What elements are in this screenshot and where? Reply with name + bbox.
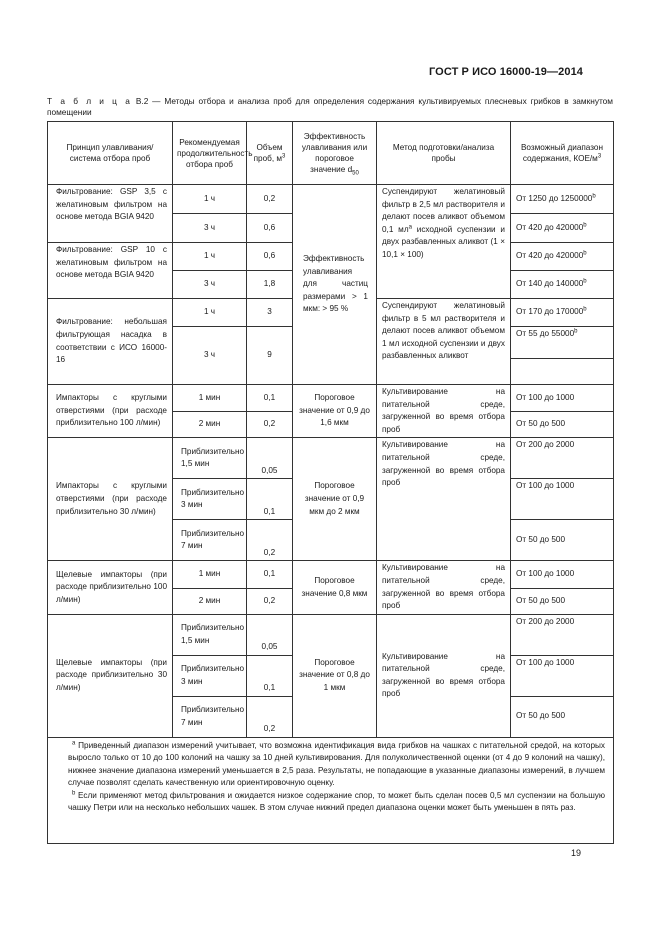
duration-cell: 3 ч xyxy=(173,327,247,385)
volume-cell: 9 xyxy=(247,327,293,385)
range-cell: От 1250 до 1250000$^b$ xyxy=(511,185,614,214)
range-cell: От 200 до 2000 xyxy=(511,614,614,655)
duration-cell: Приблизительно 1,5 мин xyxy=(173,438,247,479)
volume-cell: 0,1 xyxy=(247,561,293,588)
efficiency-cell: Пороговое значение 0,8 мкм xyxy=(293,561,377,614)
volume-cell: 0,6 xyxy=(247,214,293,243)
table-row xyxy=(48,185,614,214)
method-cell: Культивирование на питательной среде, загруженной во время отбора проб xyxy=(377,438,511,561)
efficiency-cell: Пороговое значение от 0,9 мкм до 2 мкм xyxy=(293,438,377,561)
range-cell: От 50 до 500 xyxy=(511,412,614,438)
range-cell: От 420 до 420000$^b$ xyxy=(511,243,614,271)
table-row xyxy=(48,385,614,412)
range-cell: От 100 до 1000 xyxy=(511,479,614,520)
duration-cell: Приблизительно 7 мин xyxy=(173,520,247,561)
volume-cell: 3 xyxy=(247,299,293,327)
volume-cell: 0,2 xyxy=(247,520,293,561)
range-cell: От 420 до 420000$^b$ xyxy=(511,214,614,243)
footnote-a: $^a$ Приведенный диапазон измерений учитывает, что возможна идентификация вида грибков на чашках с питательной средой, на которых выросло только от 10 до 100 колоний на чашку за 10 дней культивирования. Для полуколичественной оценки (от 4 до 9 колоний на чашку), нижнее значение диапазона измерений уменьшается в 2,5 раза. Результаты, не попадающие в указанные диапазоны измерений, в лучшем случае позволят сделать качественную или ориентировочную оценку. xyxy=(68,740,605,788)
duration-cell: Приблизительно 7 мин xyxy=(173,696,247,737)
table-caption-text: В.2 — Методы отбора и анализа проб для определения содержания культивируемых плесневых грибков в замкнутом помещении xyxy=(47,96,613,117)
volume-cell: 0,1 xyxy=(247,655,293,696)
col-principle-header: Принцип улавливания/система отбора проб xyxy=(48,122,173,185)
col-duration-header: Рекомендуемая продолжительность отбора проб xyxy=(173,122,247,185)
method-cell: Культивирование на питательной среде, загруженной во время отбора проб xyxy=(377,385,511,438)
principle-cell: Фильтрование: небольшая фильтрующая насадка в соответствии с ИСО 16000-16 xyxy=(48,299,173,385)
table-row xyxy=(48,438,614,479)
footnote-b: $^b$ Если применяют метод фильтрования и ожидается низкое содержание спор, то может быть сделан посев 0,5 мл суспензии на большую чашку Петри или на несколько небольших чашек. В этом случае нижний предел диапазона оценки может быть уменьшен в пять раз. xyxy=(68,790,605,813)
range-cell: От 170 до 170000$^b$ xyxy=(511,299,614,327)
efficiency-cell: Пороговое значение от 0,8 до 1 мкм xyxy=(293,614,377,737)
volume-cell: 0,2 xyxy=(247,588,293,614)
duration-cell: 1 мин xyxy=(173,385,247,412)
range-cell: От 55 до 55000$^b$ xyxy=(511,327,614,359)
duration-cell: 1 ч xyxy=(173,243,247,271)
table-caption xyxy=(47,96,613,118)
duration-cell: 2 мин xyxy=(173,588,247,614)
table-row xyxy=(48,561,614,588)
document-header: ГОСТ Р ИСО 16000-19—2014 xyxy=(428,66,583,78)
duration-cell: 1 ч xyxy=(173,299,247,327)
principle-cell: Щелевые импакторы (при расходе приблизительно 100 л/мин) xyxy=(48,561,173,614)
range-cell: От 100 до 1000 xyxy=(511,655,614,696)
principle-cell: Фильтрование: GSP 3,5 с желатиновым фильтром на основе метода BGIA 9420 xyxy=(48,185,173,243)
volume-cell: 0,6 xyxy=(247,243,293,271)
principle-cell: Фильтрование: GSP 10 с желатиновым фильтром на основе метода BGIA 9420 xyxy=(48,243,173,299)
method-cell: Культивирование на питательной среде, загруженной во время отбора проб xyxy=(377,561,511,614)
duration-cell: 2 мин xyxy=(173,412,247,438)
volume-cell: 0,2 xyxy=(247,185,293,214)
principle-cell: Импакторы с круглыми отверстиями (при расходе приблизительно 100 л/мин) xyxy=(48,385,173,438)
efficiency-cell: Пороговое значение от 0,9 до 1,6 мкм xyxy=(293,385,377,438)
range-cell-empty xyxy=(511,359,614,385)
volume-cell: 1,8 xyxy=(247,271,293,299)
volume-cell: 0,2 xyxy=(247,696,293,737)
method-cell: Культивирование на питательной среде, загруженной во время отбора проб xyxy=(377,614,511,737)
method-cell: Суспендируют желатиновый фильтр в 5 мл растворителя и делают посев аликвот объемом 1 мл исходной суспензии и двух разбавленных аликвот xyxy=(377,299,511,385)
efficiency-cell: Эффективность улавливания для частиц размерами > 1 мкм: > 95 % xyxy=(293,185,377,385)
volume-cell: 0,1 xyxy=(247,479,293,520)
page-number: 19 xyxy=(570,848,581,858)
duration-cell: Приблизительно 1,5 мин xyxy=(173,614,247,655)
volume-cell: 0,05 xyxy=(247,614,293,655)
range-cell: От 200 до 2000 xyxy=(511,438,614,479)
volume-cell: 0,1 xyxy=(247,385,293,412)
footnotes-cell xyxy=(48,737,614,843)
range-cell: От 50 до 500 xyxy=(511,696,614,737)
principle-cell: Щелевые импакторы (при расходе приблизительно 30 л/мин) xyxy=(48,614,173,737)
table-caption-label: Т а б л и ц а xyxy=(47,96,133,106)
range-cell: От 50 до 500 xyxy=(511,588,614,614)
col-method-header: Метод подготовки/анализа пробы xyxy=(377,122,511,185)
footnote-row xyxy=(48,737,614,843)
col-volume-header: Объем проб, $м^3$ xyxy=(247,122,293,185)
range-cell: От 100 до 1000 xyxy=(511,561,614,588)
col-efficiency-header: Эффективность улавливания или пороговое значение $d_{50}$ xyxy=(293,122,377,185)
range-cell: От 100 до 1000 xyxy=(511,385,614,412)
col-range-header: Возможный диапазон содержания, КОЕ/$м^3$ xyxy=(511,122,614,185)
duration-cell: 3 ч xyxy=(173,271,247,299)
method-cell: Суспендируют желатиновый фильтр в 2,5 мл растворителя и делают посев аликвот объемом 0,1 $мл^a$ исходной суспензии и двух разбавленных аликвот (1 × 10,1 × 100) xyxy=(377,185,511,299)
duration-cell: 1 мин xyxy=(173,561,247,588)
duration-cell: Приблизительно 3 мин xyxy=(173,655,247,696)
sampling-methods-table xyxy=(47,121,614,844)
table-row xyxy=(48,614,614,655)
range-cell: От 50 до 500 xyxy=(511,520,614,561)
range-cell: От 140 до 140000$^b$ xyxy=(511,271,614,299)
duration-cell: 3 ч xyxy=(173,214,247,243)
duration-cell: Приблизительно 3 мин xyxy=(173,479,247,520)
volume-cell: 0,2 xyxy=(247,412,293,438)
principle-cell: Импакторы с круглыми отверстиями (при расходе приблизительно 30 л/мин) xyxy=(48,438,173,561)
table-header-row xyxy=(48,122,614,185)
duration-cell: 1 ч xyxy=(173,185,247,214)
volume-cell: 0,05 xyxy=(247,438,293,479)
